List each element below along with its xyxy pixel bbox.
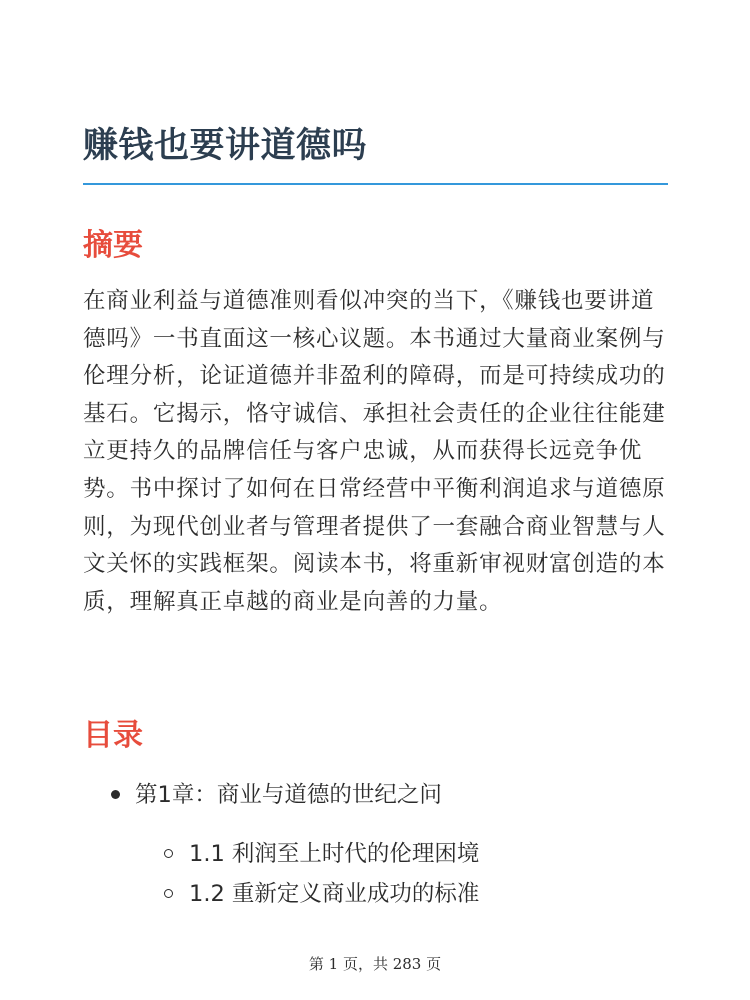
bullet-disc-icon — [111, 790, 120, 799]
toc-chapter-label: 第1章：商业与道德的世纪之问 — [135, 782, 442, 808]
toc-section-item — [83, 874, 479, 914]
toc-heading: 目录 — [83, 718, 143, 753]
abstract-paragraph: 在商业利益与道德准则看似冲突的当下，《赚钱也要讲道德吗》一书直面这一核心议题。本书通过大量商业案例与伦理分析，论证道德并非盈利的障碍，而是可持续成功的基石。它揭示，恪守诚信、承担社会责任的企业往往能建立更持久的品牌信任与客户忠诚，从而获得长远竞争优势。书中探讨了如何在日常经营中平衡利润追求与道德原则，为现代创业者与管理者提供了一套融合商业智慧与人文关怀的实践框架。阅读本书，将重新审视财富创造的本质，理解真正卓越的商业是向善的力量。 — [83, 288, 666, 615]
bullet-circle-icon — [164, 889, 173, 898]
abstract-heading: 摘要 — [83, 228, 143, 263]
toc-chapter-item — [83, 775, 442, 815]
document-page — [83, 0, 668, 1000]
toc-section-label: 1.2 重新定义商业成功的标准 — [189, 881, 480, 907]
toc-section-item — [83, 834, 479, 874]
toc-section-label: 1.1 利润至上时代的伦理困境 — [189, 841, 480, 867]
document-title: 赚钱也要讲道德吗 — [83, 126, 368, 166]
title-divider — [83, 183, 668, 185]
page-number-footer: 第 1 页，共 283 页 — [308, 955, 442, 973]
toc-section-list — [83, 834, 479, 914]
bullet-circle-icon — [164, 849, 173, 858]
toc-chapter-list — [83, 775, 442, 815]
